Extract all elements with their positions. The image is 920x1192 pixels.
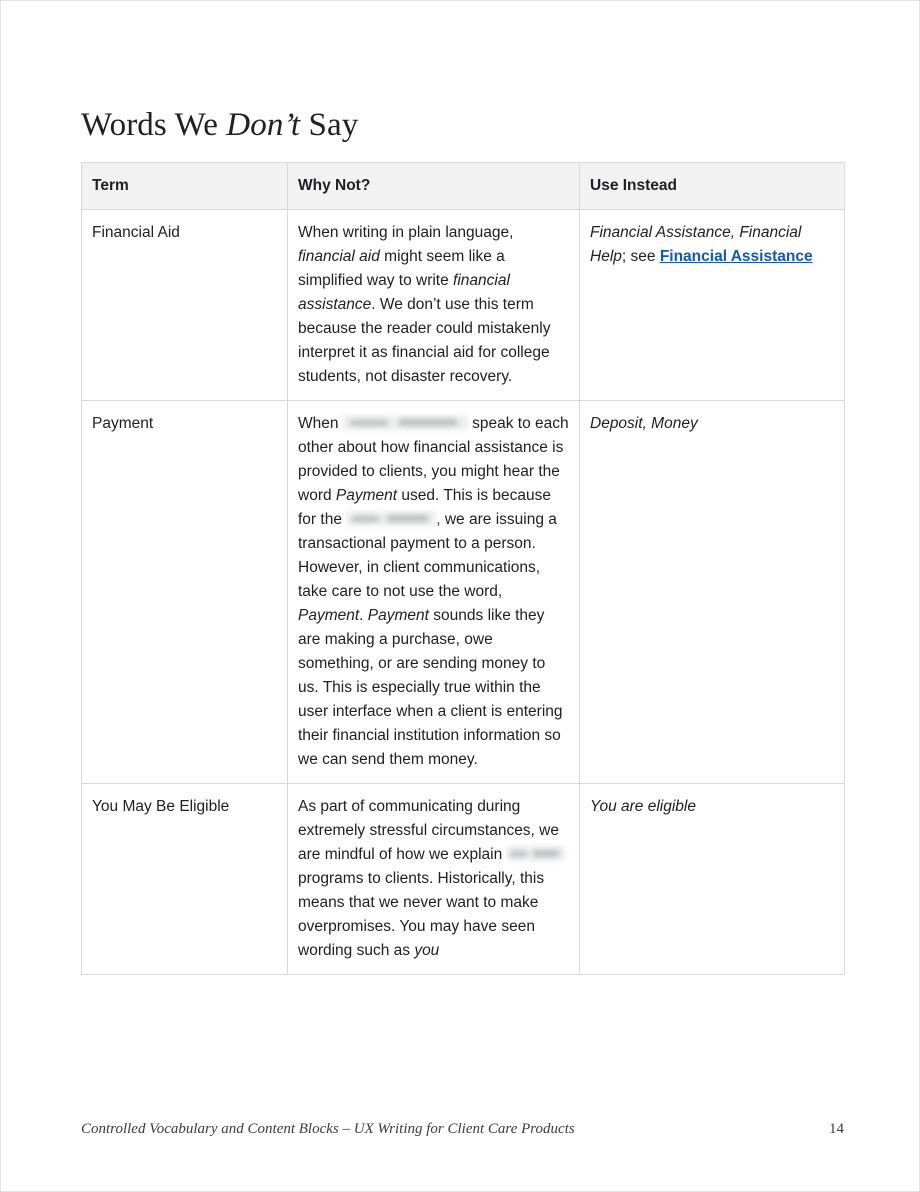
text-run: used. This is because for the xyxy=(298,487,552,528)
text-run: sounds like they are making a purchase, owe something, or are sending money to us. This is especially true within the user interface when a client is entering their financial institution information so we can send them money. xyxy=(298,607,563,768)
emphasis-run: Payment xyxy=(298,607,360,624)
text-run: might seem like a simplified way to write xyxy=(298,248,505,289)
term-text: Payment xyxy=(92,415,154,432)
cell-use-instead xyxy=(580,210,845,401)
table-row xyxy=(82,210,845,401)
cell-why-not xyxy=(288,784,580,975)
column-header-why-not: Why Not? xyxy=(288,163,580,210)
term-text: You May Be Eligible xyxy=(92,798,230,815)
text-run: speak to each other about how financial assistance is provided to clients, you might hear the word xyxy=(298,415,569,504)
cell-term xyxy=(82,784,288,975)
vocabulary-table xyxy=(81,162,845,975)
emphasis-run: Payment xyxy=(335,487,398,504)
footer-title: Controlled Vocabulary and Content Blocks – UX Writing for Client Care Products xyxy=(81,1121,575,1137)
table-header xyxy=(82,163,845,210)
cell-use-instead xyxy=(580,401,845,784)
footer-page-number: 14 xyxy=(829,1121,844,1137)
cell-use-instead xyxy=(580,784,845,975)
emphasis-run: Financial Assistance, Financial Help xyxy=(590,224,802,265)
text-run: When writing in plain language, xyxy=(298,224,514,241)
emphasis-run: financial assistance xyxy=(298,272,510,313)
table-row xyxy=(82,401,845,784)
emphasis-run: Payment xyxy=(367,607,429,624)
page-footer xyxy=(81,1121,844,1138)
page-title-suffix: Say xyxy=(300,107,359,143)
why-not-text xyxy=(298,412,569,772)
cell-term xyxy=(82,401,288,784)
cell-why-not xyxy=(288,210,580,401)
text-run: , we are issuing a transactional payment to a person. However, in client communications, take care to not use the word, xyxy=(298,511,557,600)
text-run: . We don’t use this term because the reader could mistakenly interpret it as financial aid for college students, not disaster recovery. xyxy=(298,296,551,385)
emphasis-run: You are eligible xyxy=(590,798,696,815)
table-body xyxy=(82,210,845,975)
cell-term xyxy=(82,210,288,401)
table-header-row xyxy=(82,163,845,210)
page-title-prefix: Words We xyxy=(81,107,227,143)
text-run: As part of communicating during extremely stressful circumstances, we are mindful of how we explain xyxy=(298,798,559,863)
text-run: When xyxy=(298,415,343,432)
why-not-text xyxy=(298,795,569,963)
use-instead-text xyxy=(590,412,834,436)
text-run: programs to clients. Historically, this means that we never want to make overpromises. You may have seen wording such as xyxy=(298,870,545,959)
redacted-text xyxy=(343,415,468,430)
column-header-use-instead: Use Instead xyxy=(580,163,845,210)
table-row xyxy=(82,784,845,975)
emphasis-run: Deposit, Money xyxy=(590,415,698,432)
financial-assistance-link[interactable]: Financial Assistance xyxy=(659,248,813,265)
text-run: ; see xyxy=(621,248,660,265)
redacted-text xyxy=(346,511,436,526)
emphasis-run: you xyxy=(414,942,440,959)
why-not-text xyxy=(298,221,569,389)
use-instead-text xyxy=(590,795,834,819)
term-text: Financial Aid xyxy=(92,224,180,241)
redacted-text xyxy=(507,846,565,861)
emphasis-run: financial aid xyxy=(298,248,380,265)
page-title xyxy=(81,107,358,144)
text-run: . xyxy=(359,607,368,624)
column-header-term: Term xyxy=(82,163,288,210)
cell-why-not xyxy=(288,401,580,784)
use-instead-text xyxy=(590,221,834,269)
page-title-emphasis: Don’t xyxy=(226,107,301,143)
